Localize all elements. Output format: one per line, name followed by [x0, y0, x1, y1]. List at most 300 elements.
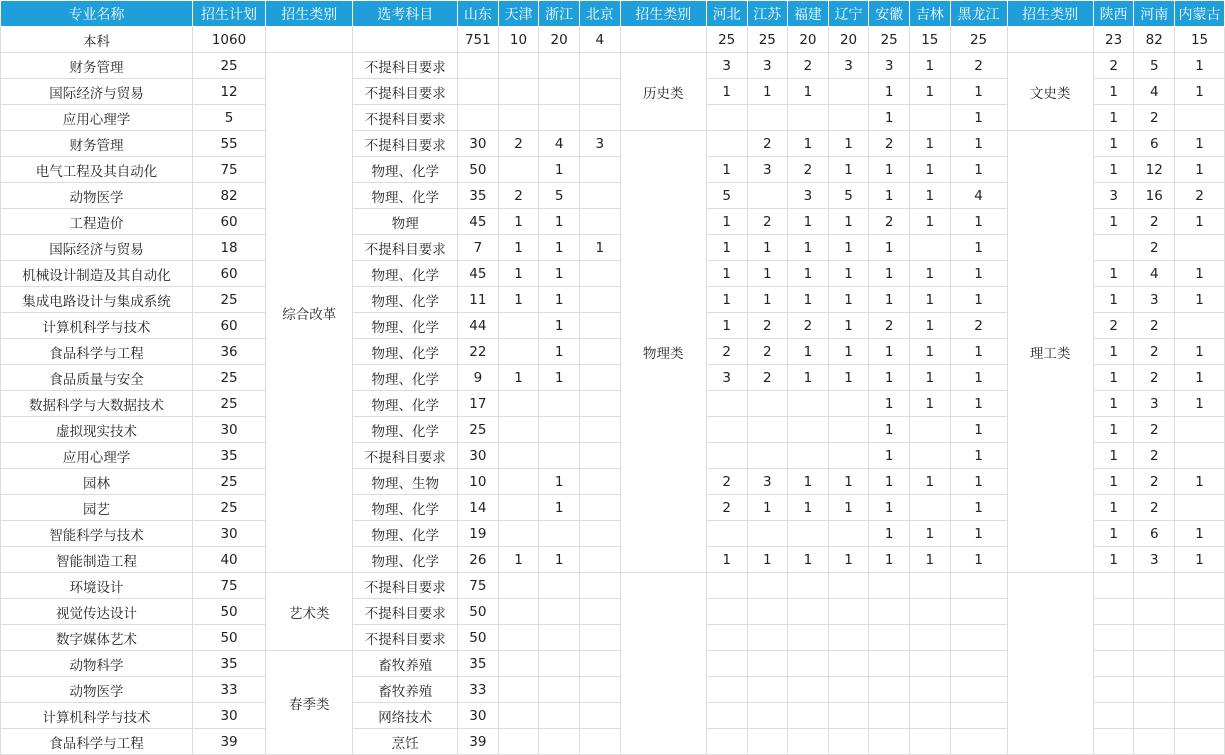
province-count — [579, 79, 620, 105]
province-count: 45 — [458, 261, 499, 287]
province-count — [788, 703, 829, 729]
province-count: 1 — [828, 365, 869, 391]
province-count — [539, 729, 580, 755]
plan-count: 33 — [192, 677, 265, 703]
major-name: 智能制造工程 — [1, 547, 193, 573]
subject-requirement: 不提科目要求 — [353, 235, 458, 261]
province-count — [788, 729, 829, 755]
province-count: 1 — [828, 313, 869, 339]
province-count — [910, 625, 951, 651]
province-count — [539, 391, 580, 417]
subject-requirement: 物理、化学 — [353, 417, 458, 443]
province-count: 2 — [1175, 183, 1225, 209]
major-name: 数字媒体艺术 — [1, 625, 193, 651]
category-cell — [1007, 573, 1093, 755]
province-count: 1 — [706, 79, 747, 105]
province-count — [910, 105, 951, 131]
province-count: 35 — [458, 651, 499, 677]
province-count: 1 — [788, 235, 829, 261]
province-count: 3 — [706, 365, 747, 391]
province-count: 1 — [910, 339, 951, 365]
plan-count: 35 — [192, 443, 265, 469]
province-count: 2 — [1093, 313, 1134, 339]
category-cell — [1007, 27, 1093, 53]
province-count — [828, 521, 869, 547]
province-count: 1 — [828, 339, 869, 365]
province-count — [498, 573, 539, 599]
province-count — [498, 495, 539, 521]
province-count — [1134, 729, 1175, 755]
province-count: 2 — [1134, 313, 1175, 339]
province-count: 1 — [706, 157, 747, 183]
major-name: 国际经济与贸易 — [1, 235, 193, 261]
province-count — [539, 651, 580, 677]
province-count — [910, 573, 951, 599]
province-count: 10 — [458, 469, 499, 495]
province-count: 1 — [1175, 157, 1225, 183]
province-count: 1 — [706, 209, 747, 235]
province-count: 2 — [1134, 443, 1175, 469]
subject-requirement: 物理、化学 — [353, 391, 458, 417]
province-count: 5 — [539, 183, 580, 209]
major-name: 财务管理 — [1, 53, 193, 79]
province-count: 2 — [1134, 495, 1175, 521]
subject-requirement: 物理、化学 — [353, 313, 458, 339]
province-count: 1 — [950, 235, 1007, 261]
province-count — [498, 469, 539, 495]
province-count: 25 — [706, 27, 747, 53]
province-count: 1 — [828, 209, 869, 235]
province-count — [498, 339, 539, 365]
province-count: 2 — [869, 131, 910, 157]
province-count — [706, 443, 747, 469]
province-count — [1175, 599, 1225, 625]
major-name: 视觉传达设计 — [1, 599, 193, 625]
province-count: 1 — [706, 261, 747, 287]
province-count — [869, 573, 910, 599]
province-count: 1 — [539, 365, 580, 391]
province-count: 20 — [828, 27, 869, 53]
province-count: 1 — [950, 521, 1007, 547]
subject-requirement: 畜牧养殖 — [353, 651, 458, 677]
province-count — [539, 573, 580, 599]
province-count: 1 — [788, 547, 829, 573]
province-count: 25 — [747, 27, 788, 53]
plan-count: 75 — [192, 157, 265, 183]
category-cell: 春季类 — [266, 651, 353, 755]
province-count: 1 — [539, 157, 580, 183]
province-count — [706, 131, 747, 157]
province-count: 4 — [1134, 79, 1175, 105]
province-count — [579, 287, 620, 313]
province-count — [579, 677, 620, 703]
province-count — [458, 105, 499, 131]
subject-requirement: 不提科目要求 — [353, 79, 458, 105]
province-count: 3 — [869, 53, 910, 79]
province-count: 1 — [1093, 495, 1134, 521]
province-count — [706, 651, 747, 677]
plan-count: 82 — [192, 183, 265, 209]
subject-requirement: 物理、化学 — [353, 365, 458, 391]
province-count — [579, 365, 620, 391]
province-count: 1 — [788, 495, 829, 521]
province-count: 1 — [828, 287, 869, 313]
province-count: 1 — [950, 79, 1007, 105]
table-row — [1, 573, 1225, 599]
province-count: 5 — [1134, 53, 1175, 79]
province-count: 2 — [747, 131, 788, 157]
subject-requirement: 烹饪 — [353, 729, 458, 755]
province-count: 1 — [828, 495, 869, 521]
province-count — [788, 625, 829, 651]
plan-count: 25 — [192, 469, 265, 495]
province-count: 23 — [1093, 27, 1134, 53]
province-count: 1 — [910, 79, 951, 105]
province-count: 1 — [910, 469, 951, 495]
province-count: 3 — [579, 131, 620, 157]
province-count — [869, 729, 910, 755]
province-count — [706, 521, 747, 547]
province-count — [498, 79, 539, 105]
province-count — [828, 729, 869, 755]
province-count — [579, 443, 620, 469]
major-name: 计算机科学与技术 — [1, 703, 193, 729]
header-row — [1, 1, 1225, 27]
province-count: 1 — [950, 131, 1007, 157]
province-count — [1175, 443, 1225, 469]
header-province: 安徽 — [869, 1, 910, 27]
province-count — [1134, 573, 1175, 599]
major-name: 集成电路设计与集成系统 — [1, 287, 193, 313]
province-count: 1 — [747, 79, 788, 105]
header-subject: 选考科目 — [353, 1, 458, 27]
province-count — [706, 703, 747, 729]
subject-requirement: 物理、生物 — [353, 469, 458, 495]
province-count — [910, 235, 951, 261]
province-count: 751 — [458, 27, 499, 53]
province-count — [910, 443, 951, 469]
province-count: 1 — [1093, 547, 1134, 573]
major-name: 电气工程及其自动化 — [1, 157, 193, 183]
major-name: 应用心理学 — [1, 105, 193, 131]
province-count — [706, 573, 747, 599]
category-cell: 历史类 — [620, 53, 706, 131]
province-count: 1 — [1175, 261, 1225, 287]
province-count — [1093, 651, 1134, 677]
province-count — [1175, 313, 1225, 339]
major-name: 财务管理 — [1, 131, 193, 157]
header-province: 江苏 — [747, 1, 788, 27]
province-count — [1175, 729, 1225, 755]
province-count: 1 — [1175, 53, 1225, 79]
province-count: 1 — [1175, 209, 1225, 235]
province-count: 1 — [788, 209, 829, 235]
province-count: 1 — [828, 157, 869, 183]
province-count: 1 — [950, 339, 1007, 365]
province-count — [950, 651, 1007, 677]
province-count: 6 — [1134, 131, 1175, 157]
province-count: 1 — [788, 131, 829, 157]
province-count — [910, 651, 951, 677]
province-count — [1175, 703, 1225, 729]
province-count — [828, 443, 869, 469]
province-count: 2 — [1134, 209, 1175, 235]
province-count — [579, 261, 620, 287]
province-count — [1175, 105, 1225, 131]
subject-requirement: 不提科目要求 — [353, 131, 458, 157]
major-name: 动物科学 — [1, 651, 193, 677]
province-count — [579, 703, 620, 729]
province-count — [579, 209, 620, 235]
category-cell: 理工类 — [1007, 131, 1093, 573]
province-count: 2 — [950, 313, 1007, 339]
province-count — [910, 495, 951, 521]
province-count — [747, 105, 788, 131]
subject-requirement: 物理、化学 — [353, 183, 458, 209]
major-name: 动物医学 — [1, 183, 193, 209]
major-name: 食品质量与安全 — [1, 365, 193, 391]
province-count: 7 — [458, 235, 499, 261]
province-count — [539, 521, 580, 547]
province-count — [788, 443, 829, 469]
province-count — [539, 443, 580, 469]
province-count — [1093, 625, 1134, 651]
province-count: 45 — [458, 209, 499, 235]
province-count: 1 — [747, 287, 788, 313]
province-count: 2 — [788, 53, 829, 79]
province-count: 1 — [828, 547, 869, 573]
province-count: 1 — [869, 79, 910, 105]
province-count — [706, 625, 747, 651]
province-count — [498, 391, 539, 417]
province-count: 1 — [910, 365, 951, 391]
province-count: 1 — [539, 547, 580, 573]
province-count: 1 — [910, 131, 951, 157]
province-count: 1 — [539, 339, 580, 365]
subject-requirement: 物理 — [353, 209, 458, 235]
province-count: 1 — [1175, 391, 1225, 417]
province-count — [1093, 573, 1134, 599]
subject-requirement: 不提科目要求 — [353, 573, 458, 599]
province-count: 2 — [747, 365, 788, 391]
province-count — [498, 157, 539, 183]
province-count — [498, 417, 539, 443]
province-count — [950, 573, 1007, 599]
province-count: 1 — [1093, 443, 1134, 469]
province-count — [498, 677, 539, 703]
major-name: 园艺 — [1, 495, 193, 521]
province-count: 2 — [788, 157, 829, 183]
province-count: 1 — [1093, 391, 1134, 417]
province-count — [1093, 677, 1134, 703]
province-count: 1 — [498, 261, 539, 287]
province-count — [828, 703, 869, 729]
province-count — [498, 625, 539, 651]
province-count: 2 — [706, 495, 747, 521]
province-count: 1 — [869, 183, 910, 209]
header-category: 招生类别 — [620, 1, 706, 27]
header-province: 福建 — [788, 1, 829, 27]
province-count: 1 — [539, 313, 580, 339]
plan-count: 18 — [192, 235, 265, 261]
province-count: 2 — [1134, 469, 1175, 495]
province-count — [747, 729, 788, 755]
subject-requirement: 物理、化学 — [353, 495, 458, 521]
province-count — [788, 677, 829, 703]
header-province: 河南 — [1134, 1, 1175, 27]
province-count — [498, 443, 539, 469]
province-count — [706, 105, 747, 131]
province-count: 39 — [458, 729, 499, 755]
plan-count: 40 — [192, 547, 265, 573]
subject-requirement: 畜牧养殖 — [353, 677, 458, 703]
province-count: 4 — [579, 27, 620, 53]
plan-count: 60 — [192, 261, 265, 287]
major-name: 智能科学与技术 — [1, 521, 193, 547]
province-count — [579, 183, 620, 209]
province-count: 2 — [498, 131, 539, 157]
province-count — [539, 79, 580, 105]
province-count: 1 — [910, 261, 951, 287]
province-count — [869, 651, 910, 677]
province-count — [747, 183, 788, 209]
province-count — [950, 703, 1007, 729]
province-count: 1 — [869, 443, 910, 469]
plan-count: 55 — [192, 131, 265, 157]
province-count — [869, 677, 910, 703]
province-count: 3 — [1134, 547, 1175, 573]
province-count: 1 — [869, 495, 910, 521]
province-count — [579, 105, 620, 131]
province-count: 1 — [869, 547, 910, 573]
province-count: 1 — [910, 183, 951, 209]
plan-count: 25 — [192, 365, 265, 391]
province-count — [1134, 677, 1175, 703]
summary-row — [1, 27, 1225, 53]
province-count: 4 — [539, 131, 580, 157]
province-count — [950, 677, 1007, 703]
province-count: 2 — [498, 183, 539, 209]
province-count: 2 — [706, 339, 747, 365]
province-count: 2 — [1134, 365, 1175, 391]
major-name: 环境设计 — [1, 573, 193, 599]
province-count — [910, 729, 951, 755]
province-count — [539, 53, 580, 79]
province-count — [869, 703, 910, 729]
province-count — [539, 105, 580, 131]
province-count: 1 — [747, 547, 788, 573]
category-cell — [620, 573, 706, 755]
major-name: 数据科学与大数据技术 — [1, 391, 193, 417]
province-count: 5 — [706, 183, 747, 209]
subject-requirement: 物理、化学 — [353, 157, 458, 183]
province-count — [579, 729, 620, 755]
province-count: 1 — [950, 443, 1007, 469]
province-count: 14 — [458, 495, 499, 521]
category-cell — [266, 27, 353, 53]
province-count: 2 — [747, 209, 788, 235]
province-count: 4 — [1134, 261, 1175, 287]
province-count: 44 — [458, 313, 499, 339]
province-count — [579, 391, 620, 417]
province-count — [706, 599, 747, 625]
header-province: 黑龙江 — [950, 1, 1007, 27]
province-count: 1 — [910, 313, 951, 339]
province-count: 1 — [828, 469, 869, 495]
province-count: 1 — [869, 157, 910, 183]
province-count: 25 — [869, 27, 910, 53]
province-count: 1 — [1093, 521, 1134, 547]
province-count — [539, 677, 580, 703]
province-count — [747, 521, 788, 547]
major-name: 应用心理学 — [1, 443, 193, 469]
province-count: 3 — [828, 53, 869, 79]
province-count — [498, 651, 539, 677]
province-count: 1 — [828, 261, 869, 287]
province-count: 1 — [539, 469, 580, 495]
province-count: 5 — [828, 183, 869, 209]
province-count — [747, 443, 788, 469]
header-province: 浙江 — [539, 1, 580, 27]
header-province: 北京 — [579, 1, 620, 27]
subject-requirement: 物理、化学 — [353, 521, 458, 547]
province-count — [579, 339, 620, 365]
province-count: 1 — [828, 131, 869, 157]
province-count — [910, 703, 951, 729]
province-count: 3 — [1134, 287, 1175, 313]
subject-requirement: 物理、化学 — [353, 339, 458, 365]
plan-count: 1060 — [192, 27, 265, 53]
province-count: 1 — [869, 417, 910, 443]
province-count: 20 — [788, 27, 829, 53]
province-count: 1 — [950, 391, 1007, 417]
province-count: 1 — [910, 547, 951, 573]
province-count: 1 — [1175, 287, 1225, 313]
province-count — [579, 599, 620, 625]
province-count: 2 — [869, 209, 910, 235]
province-count: 1 — [950, 495, 1007, 521]
province-count: 1 — [539, 209, 580, 235]
province-count: 3 — [788, 183, 829, 209]
province-count — [869, 599, 910, 625]
province-count: 1 — [1093, 131, 1134, 157]
province-count: 12 — [1134, 157, 1175, 183]
province-count — [498, 703, 539, 729]
province-count — [788, 391, 829, 417]
header-category: 招生类别 — [1007, 1, 1093, 27]
province-count: 2 — [950, 53, 1007, 79]
province-count: 1 — [950, 469, 1007, 495]
province-count — [498, 599, 539, 625]
province-count: 1 — [910, 287, 951, 313]
province-count: 2 — [1134, 417, 1175, 443]
province-count — [579, 573, 620, 599]
province-count — [1175, 677, 1225, 703]
province-count: 2 — [1093, 53, 1134, 79]
province-count — [910, 599, 951, 625]
province-count: 1 — [747, 261, 788, 287]
province-count: 16 — [1134, 183, 1175, 209]
province-count — [706, 677, 747, 703]
province-count — [788, 573, 829, 599]
subject-requirement: 不提科目要求 — [353, 105, 458, 131]
province-count — [828, 79, 869, 105]
plan-count: 30 — [192, 417, 265, 443]
province-count: 1 — [869, 339, 910, 365]
province-count: 3 — [1134, 391, 1175, 417]
province-count — [747, 391, 788, 417]
province-count — [828, 599, 869, 625]
